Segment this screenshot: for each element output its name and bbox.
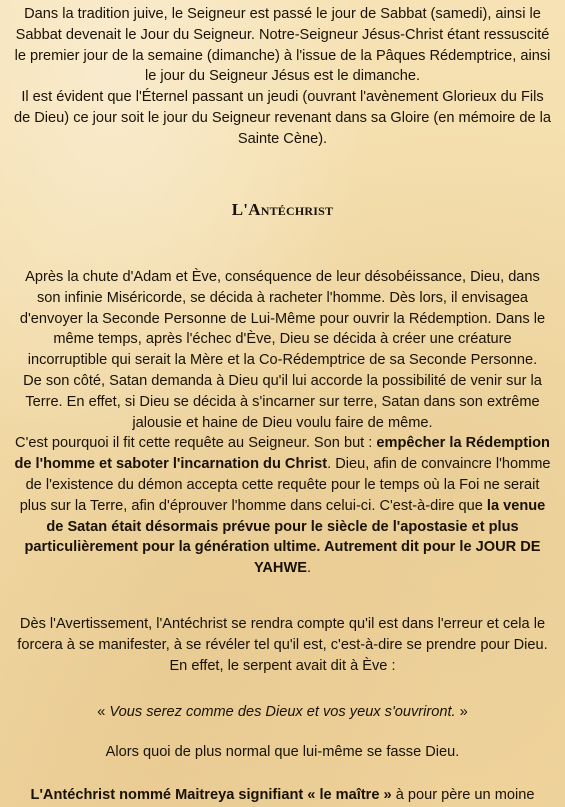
quote-paragraph: [8, 702, 557, 723]
body-line: [8, 558, 557, 579]
intro-line: le jour du Seigneur Jésus est le dimanche.: [144, 68, 420, 85]
body-text: plus sur la Terre, afin d'éprouver l'homme dans celui-ci. C'est-à-dire que: [19, 497, 487, 514]
body-line: jalousie et haine de Dieu voulu faire de même.: [132, 414, 433, 431]
body-line: de l'existence du démon accepta cette requête pour le temps où la Foi ne serait: [25, 476, 540, 493]
intro-line: de Dieu) ce jour soit le jour du Seigneur revenant dans sa Gloire (en mémoire de la: [13, 109, 551, 126]
body-line: De son côté, Satan demanda à Dieu qu'il lui accorde la possibilité de venir sur la: [23, 372, 542, 389]
quote-open: «: [97, 704, 110, 720]
body-text: C'est pourquoi il fit cette requête au Seigneur. Son but :: [15, 435, 377, 452]
body-emphasis: de l'homme et saboter l'incarnation du Christ: [14, 456, 328, 473]
body-line: Après la chute d'Adam et Ève, conséquence de leur désobéissance, Dieu, dans: [25, 269, 540, 285]
body-line-emphasis: particulièrement pour la génération ultime. Autrement dit pour le JOUR DE: [24, 539, 541, 556]
body-line: Terre. En effet, si Dieu se décida à s'incarner sur terre, Satan dans son extrême: [25, 393, 540, 410]
body-emphasis: YAHWE: [253, 560, 307, 577]
section-title-rest: ntéchrist: [260, 200, 334, 219]
body-emphasis: la venue: [486, 497, 546, 514]
body-paragraph-3: [8, 614, 557, 676]
intro-line: Sabbat devenait le Jour du Seigneur. Notre-Seigneur Jésus-Christ étant ressuscité: [15, 26, 550, 43]
body-line: En effet, le serpent avait dit à Ève :: [169, 657, 396, 674]
section-title-prefix: L'A: [231, 200, 261, 219]
quote-text: Vous serez comme des Dieux et vos yeux s'ouvriront.: [109, 704, 456, 720]
section-title: [0, 200, 565, 220]
body-emphasis: empêcher la Rédemption: [376, 435, 550, 452]
intro-paragraph: [8, 4, 557, 150]
body-line-emphasis: de Satan était désormais prévue pour le siècle de l'apostasie et plus: [46, 518, 519, 535]
intro-line: le premier jour de la semaine (dimanche) à l'issue de la Pâques Rédemptrice, ainsi: [14, 47, 551, 64]
body-line: Dès l'Avertissement, l'Antéchrist se rendra compte qu'il est dans l'erreur et cela le: [19, 616, 546, 632]
quote-close: »: [455, 704, 468, 720]
body-paragraph-1: [8, 267, 557, 579]
body-line: [8, 433, 557, 454]
body-line: forcera à se manifester, à se révéler tel qu'il est, c'est-à-dire se prendre pour Dieu.: [17, 636, 548, 653]
intro-line: Il est évident que l'Éternel passant un jeudi (ouvrant l'avènement Glorieux du Fils: [21, 89, 544, 106]
body-emphasis: L'Antéchrist nommé Maitreya signifiant « le maître »: [30, 787, 392, 803]
body-text: à pour père un moine: [391, 787, 535, 803]
body-line: son infinie Miséricorde, se décida à racheter l'homme. Dès lors, il envisagea: [36, 289, 529, 306]
body-line: même temps, après l'échec d'Ève, Dieu se décida à créer une créature: [53, 331, 512, 348]
quote-line: [8, 702, 557, 723]
body-paragraph-5: [8, 785, 557, 806]
body-line: Alors quoi de plus normal que lui-même se fasse Dieu.: [105, 744, 460, 760]
body-text: .: [306, 560, 312, 577]
body-paragraph-4: [8, 742, 557, 763]
body-text: . Dieu, afin de convaincre l'homme: [327, 456, 551, 473]
body-line: d'envoyer la Seconde Personne de Lui-Même pour ouvrir la Rédemption. Dans le: [19, 310, 546, 327]
body-line: [8, 496, 557, 517]
body-line: [8, 454, 557, 475]
body-line: [8, 785, 557, 806]
body-line: incorruptible qui serait la Mère et la Co-Rédemptrice de sa Seconde Personne.: [27, 352, 538, 369]
intro-line: Sainte Cène).: [237, 130, 328, 147]
intro-line: Dans la tradition juive, le Seigneur est passé le jour de Sabbat (samedi), ainsi le: [24, 6, 541, 22]
